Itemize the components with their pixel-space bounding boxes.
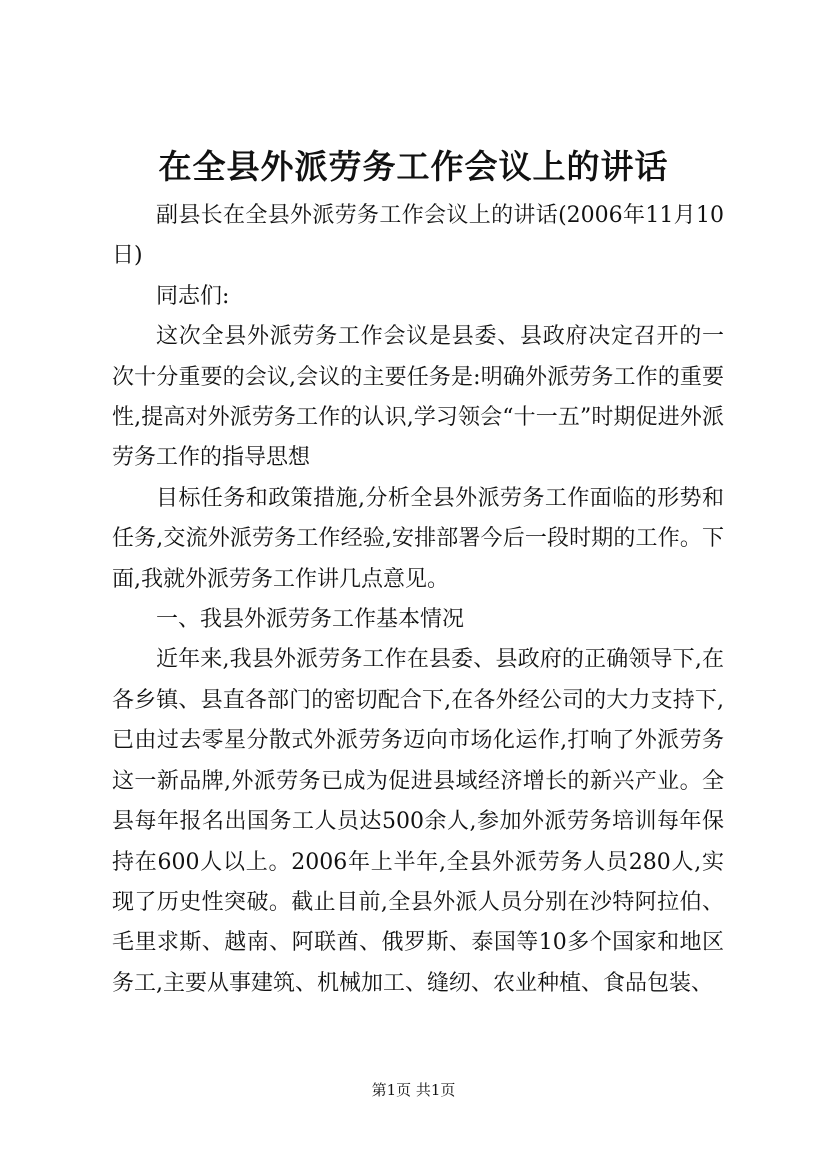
document-body — [112, 196, 724, 1004]
paragraph-goals: 目标任务和政策措施,分析全县外派劳务工作面临的形势和任务,交流外派劳务工作经验,安排部署今后一段时期的工作。下面,我就外派劳务工作讲几点意见。 — [112, 485, 724, 592]
section-heading-1: 一、我县外派劳务工作基本情况 — [156, 607, 465, 633]
paragraph-basic-situation: 近年来,我县外派劳务工作在县委、县政府的正确领导下,在各乡镇、县直各部门的密切配合下,在各外经公司的大力支持下,已由过去零星分散式外派劳务迈向市场化运作,打响了外派劳务这一新品牌,外派劳务已成为促进县域经济增长的新兴产业。全县每年报名出国务工人员达500余人,参加外派劳务培训每年保持在600人以上。2006年上半年,全县外派劳务人员280人,实现了历史性突破。截止目前,全县外派人员分别在沙特阿拉伯、毛里求斯、越南、阿联酋、俄罗斯、泰国等10多个国家和地区务工,主要从事建筑、机械加工、缝纫、农业种植、食品包装、 — [112, 647, 724, 996]
paragraph-subtitle: 副县长在全县外派劳务工作会议上的讲话(2006年11月10日) — [112, 203, 724, 269]
paragraph-intro: 这次全县外派劳务工作会议是县委、县政府决定召开的一次十分重要的会议,会议的主要任务是:明确外派劳务工作的重要性,提高对外派劳务工作的认识,学习领会“十一五”时期促进外派劳务工作的指导思想 — [112, 324, 724, 471]
document-title: 在全县外派劳务工作会议上的讲话 — [158, 147, 669, 186]
page-footer: 第1页 共1页 — [371, 1081, 456, 1099]
paragraph-greeting: 同志们: — [156, 283, 230, 309]
